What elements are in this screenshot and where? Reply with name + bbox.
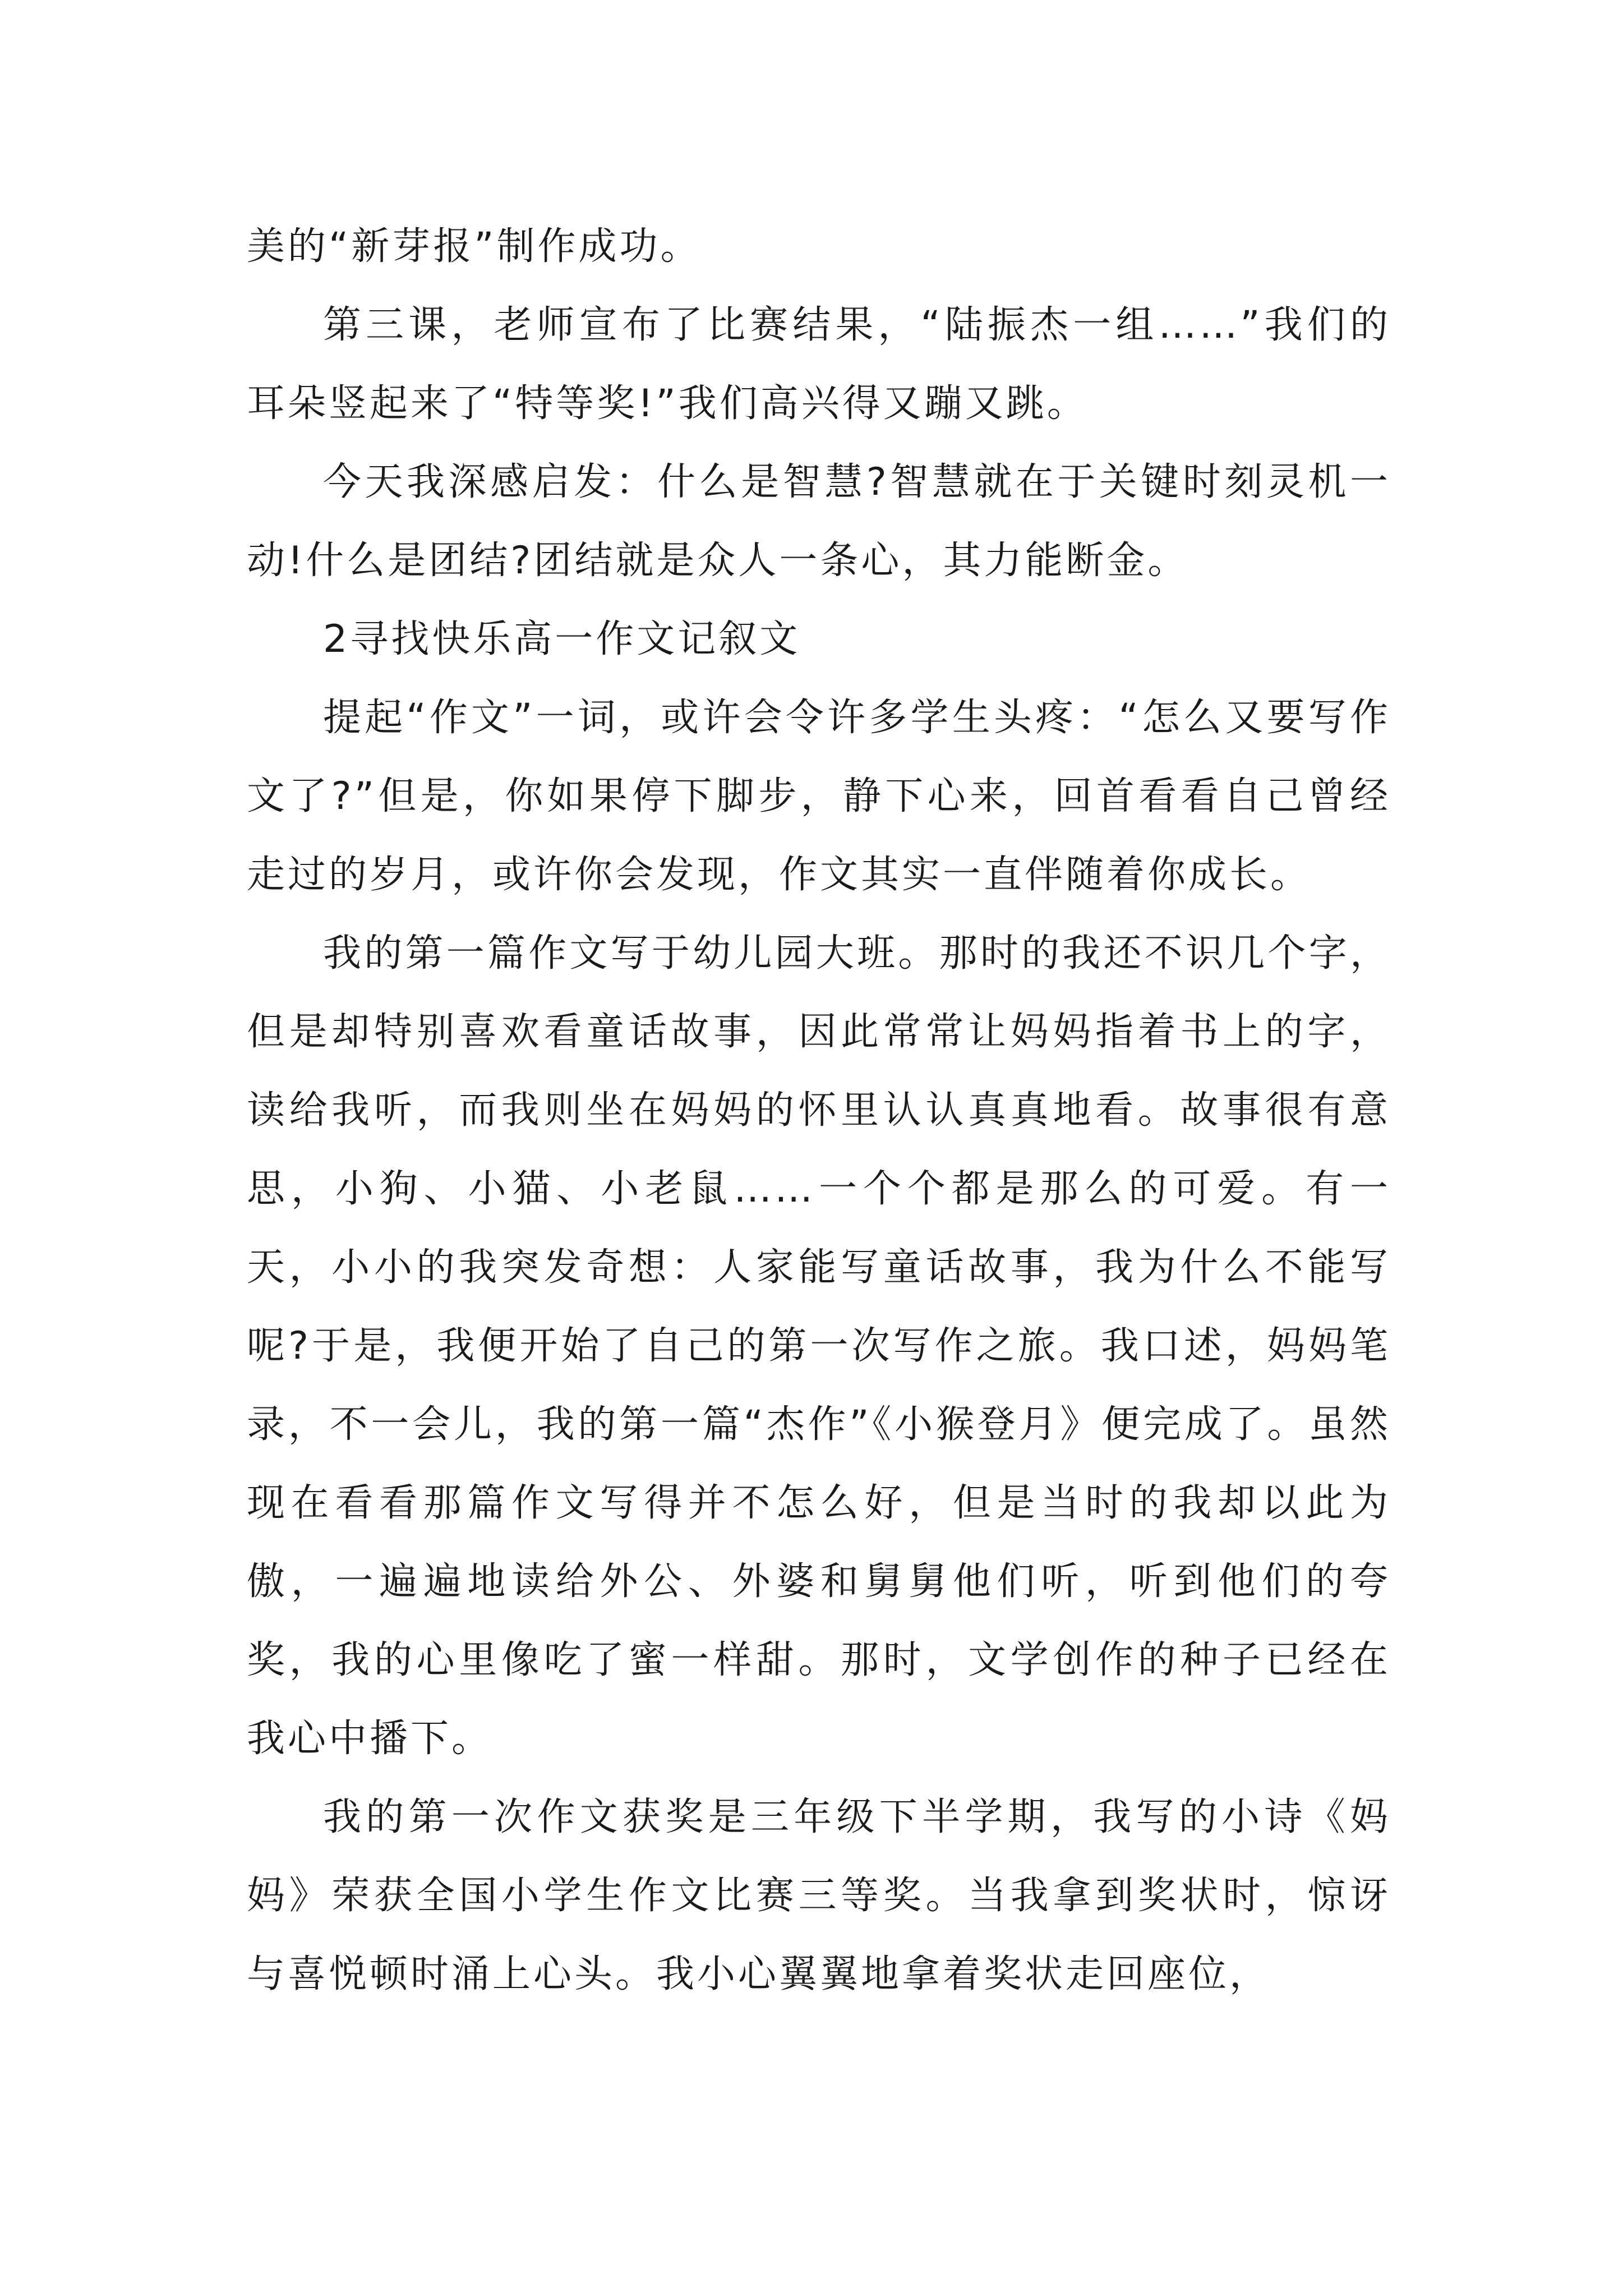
section-heading: 2寻找快乐高一作文记叙文 <box>323 617 801 661</box>
paragraph-5: 我的第一篇作文写于幼儿园大班。那时的我还不识几个字，但是却特别喜欢看童话故事，因此常常让妈妈指着书上的字，读给我听，而我则坐在妈妈的怀里认认真真地看。故事很有意思，小狗、小猫、小老鼠……一个个都是那么的可爱。有一天，小小的我突发奇想：人家能写童话故事，我为什么不能写呢?于是，我便开始了自己的第一次写作之旅。我口述，妈妈笔录，不一会儿，我的第一篇“杰作”《小猴登月》便完成了。虽然现在看看那篇作文写得并不怎么好，但是当时的我却以此为傲，一遍遍地读给外公、外婆和舅舅他们听，听到他们的夸奖，我的心里像吃了蜜一样甜。那时，文学创作的种子已经在我心中播下。 <box>247 931 1391 1761</box>
paragraph-6: 我的第一次作文获奖是三年级下半学期，我写的小诗《妈妈》荣获全国小学生作文比赛三等奖。当我拿到奖状时，惊讶与喜悦顿时涌上心头。我小心翼翼地拿着奖状走回座位， <box>247 1795 1391 1996</box>
paragraph-4: 提起“作文”一词，或许会令许多学生头疼：“怎么又要写作文了?”但是，你如果停下脚步，静下心来，回首看看自己曾经走过的岁月，或许你会发现，作文其实一直伴随着你成长。 <box>247 696 1391 897</box>
paragraph-1: 美的“新芽报”制作成功。 <box>247 224 702 269</box>
document-body <box>247 208 1391 2014</box>
paragraph-3: 今天我深感启发：什么是智慧?智慧就在于关键时刻灵机一动!什么是团结?团结就是众人一条心，其力能断金。 <box>247 460 1391 583</box>
paragraph-2: 第三课，老师宣布了比赛结果，“陆振杰一组……”我们的耳朵竖起来了“特等奖!”我们高兴得又蹦又跳。 <box>247 303 1391 426</box>
